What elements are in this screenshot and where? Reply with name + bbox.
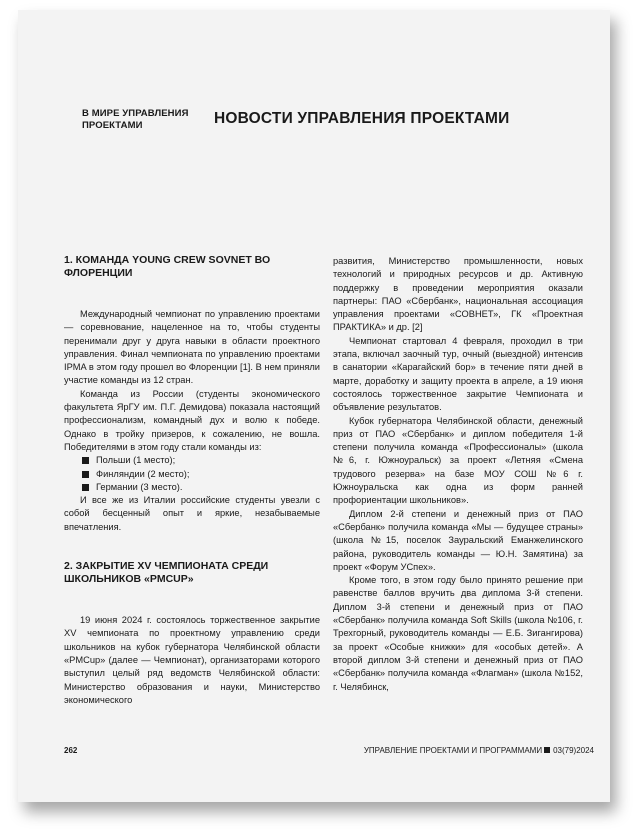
left-column [64,254,320,707]
winners-list [64,454,320,494]
section2-paragraph: 19 июня 2024 г. состоялось торжественное закрытие XV чемпионата по проектному управлению среди школьников на кубок губернатора Челябинской области «PMCup» (далее — Чемпионат), организаторами которого выступил целый ряд ведомств Челябинской области: Министерство образования и науки, Министерство экономического [64,615,320,705]
page-number: 262 [64,746,78,755]
issue-number: 03(79)2024 [553,746,594,755]
page-title: НОВОСТИ УПРАВЛЕНИЯ ПРОЕКТАМИ [214,110,510,127]
section1-paragraph: И все же из Италии российские студенты увезли с собой бесценный опыт и яркие, незабываемые впечатления. [64,495,320,532]
list-item: Германии (3 место). [82,481,320,494]
square-separator-icon [544,747,550,753]
right-column [333,255,583,694]
list-item: Финляндии (2 место); [82,468,320,481]
section2-paragraph: Чемпионат стартовал 4 февраля, проходил в три этапа, включал заочный тур, очный (выездной) интенсив в санатории «Карагайский бор» в течение пяти дней в марте, доработку и защиту проекта в апреле, а 19 июня состоялось торжественное закрытие Чемпионата и объявление результатов. [333,335,583,413]
list-item: Польши (1 место); [82,454,320,467]
section1-paragraph: Международный чемпионат по управлению проектами — соревнование, нацеленное на то, чтобы студенты перенимали друг у друга навыки в области проектного управления. Финал чемпионата по управлению проектами IPMA в этом году прошел во Флоренции [1]. В нем приняли участие команды из 12 стран. [64,309,320,386]
section2-paragraph: Кроме того, в этом году было принято решение при равенстве баллов вручить два диплома 3-й степени. Диплом 3-й степени и денежный приз от ПАО «Сбербанк» получила команда Soft Skills (школа №106, г. Трехгорный, руководитель команды — Е.Б. Зигангирова) за проект «Особые книжки» для «особых детей». А второй диплом 3-й степени и денежный приз от ПАО «Сбербанк» получила команда «Флагман» (школа №152, г. Челябинск, [333,575,583,692]
section2-heading: 2. ЗАКРЫТИЕ XV ЧЕМПИОНАТА СРЕДИ ШКОЛЬНИКОВ «PMCUP» [64,560,269,586]
section1-heading: 1. КОМАНДА YOUNG CREW SOVNET ВО ФЛОРЕНЦИИ [64,254,271,279]
section2-paragraph: развития, Министерство промышленности, новых технологий и природных ресурсов и др. Активную поддержку в проведении мероприятия оказали партнеры: ПАО «Сбербанк», национальная ассоциация управления проектами «СОВНЕТ», ГК «Проектная ПРАКТИКА» и др. [2] [333,256,583,333]
journal-footer [364,746,594,756]
section2-paragraph: Кубок губернатора Челябинской области, денежный приз от ПАО «Сбербанк» и диплом победителя 1-й степени получила команда «Профессионалы» (школа №6, г. Южноуральск) за проект «Летняя «Смена трудового резерва» на базе МОУ СОШ №6 г. Южноуральска как одна из форм ранней профориентации школьников». [333,415,583,506]
section1-paragraph: Команда из России (студенты экономического факультета ЯрГУ им. П.Г. Демидова) показала настоящий профессионализм, командный дух и волю к победе. Однако в тройку призеров, к сожалению, не вошла. Победителями в этом году стали команды из: [64,388,320,452]
section2-paragraph: Диплом 2-й степени и денежный приз от ПАО «Сбербанк» получила команда «Мы — будущее страны» (школа №15, поселок Зауральский Еманжелинского района, руководитель команды — Ю.Н. Замятина) за проект «Форум УСпех». [333,508,583,572]
journal-name: УПРАВЛЕНИЕ ПРОЕКТАМИ И ПРОГРАММАМИ [363,746,543,755]
section-label: В МИРЕ УПРАВЛЕНИЯ ПРОЕКТАМИ [82,108,189,131]
